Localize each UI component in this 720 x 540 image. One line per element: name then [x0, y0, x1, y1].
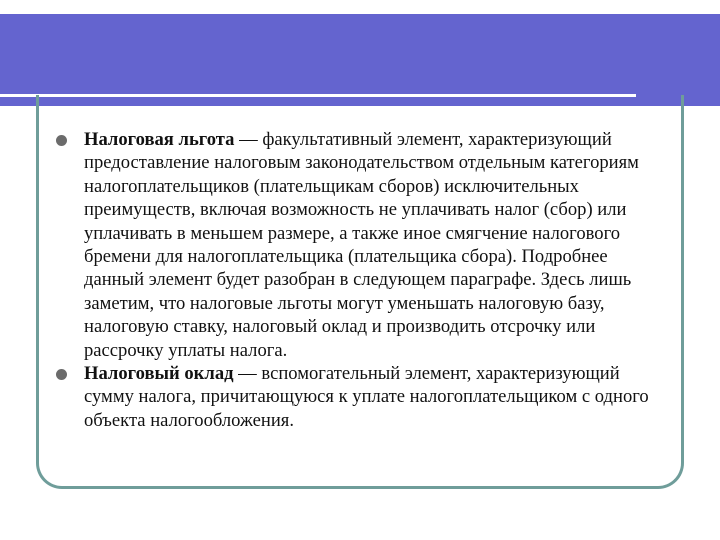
title-bar: [0, 14, 720, 106]
bullet-icon: [56, 369, 67, 380]
definition-text: — вспомогательный элемент, характеризующий сумму налога, причитающуюся к уплате налогоплательщиком с одного объекта налогообложения.: [84, 363, 649, 431]
bullet-icon: [56, 135, 67, 146]
term-label: Налоговая льгота: [84, 129, 235, 150]
bullet-item-tax-benefit: [56, 128, 656, 362]
slide-body: [56, 128, 656, 432]
definition-text: — факультативный элемент, характеризующий предоставление налоговым законодательством отдельным категориям налогоплательщиков (плательщикам сборов) исключительных преимуществ, включая возможность не уплачивать налог (сбор) или уплачивать в меньшем размере, а также иное смягчение налогового бремени для налогоплательщика (плательщика сбора). Подробнее данный элемент будет разобран в следующем параграфе. Здесь лишь заметим, что налоговые льготы могут уменьшать налоговую базу, налоговую ставку, налоговый оклад и производить отсрочку или рассрочку уплаты налога.: [84, 129, 639, 361]
term-label: Налоговый оклад: [84, 363, 234, 385]
bullet-item-tax-salary: [56, 362, 656, 432]
